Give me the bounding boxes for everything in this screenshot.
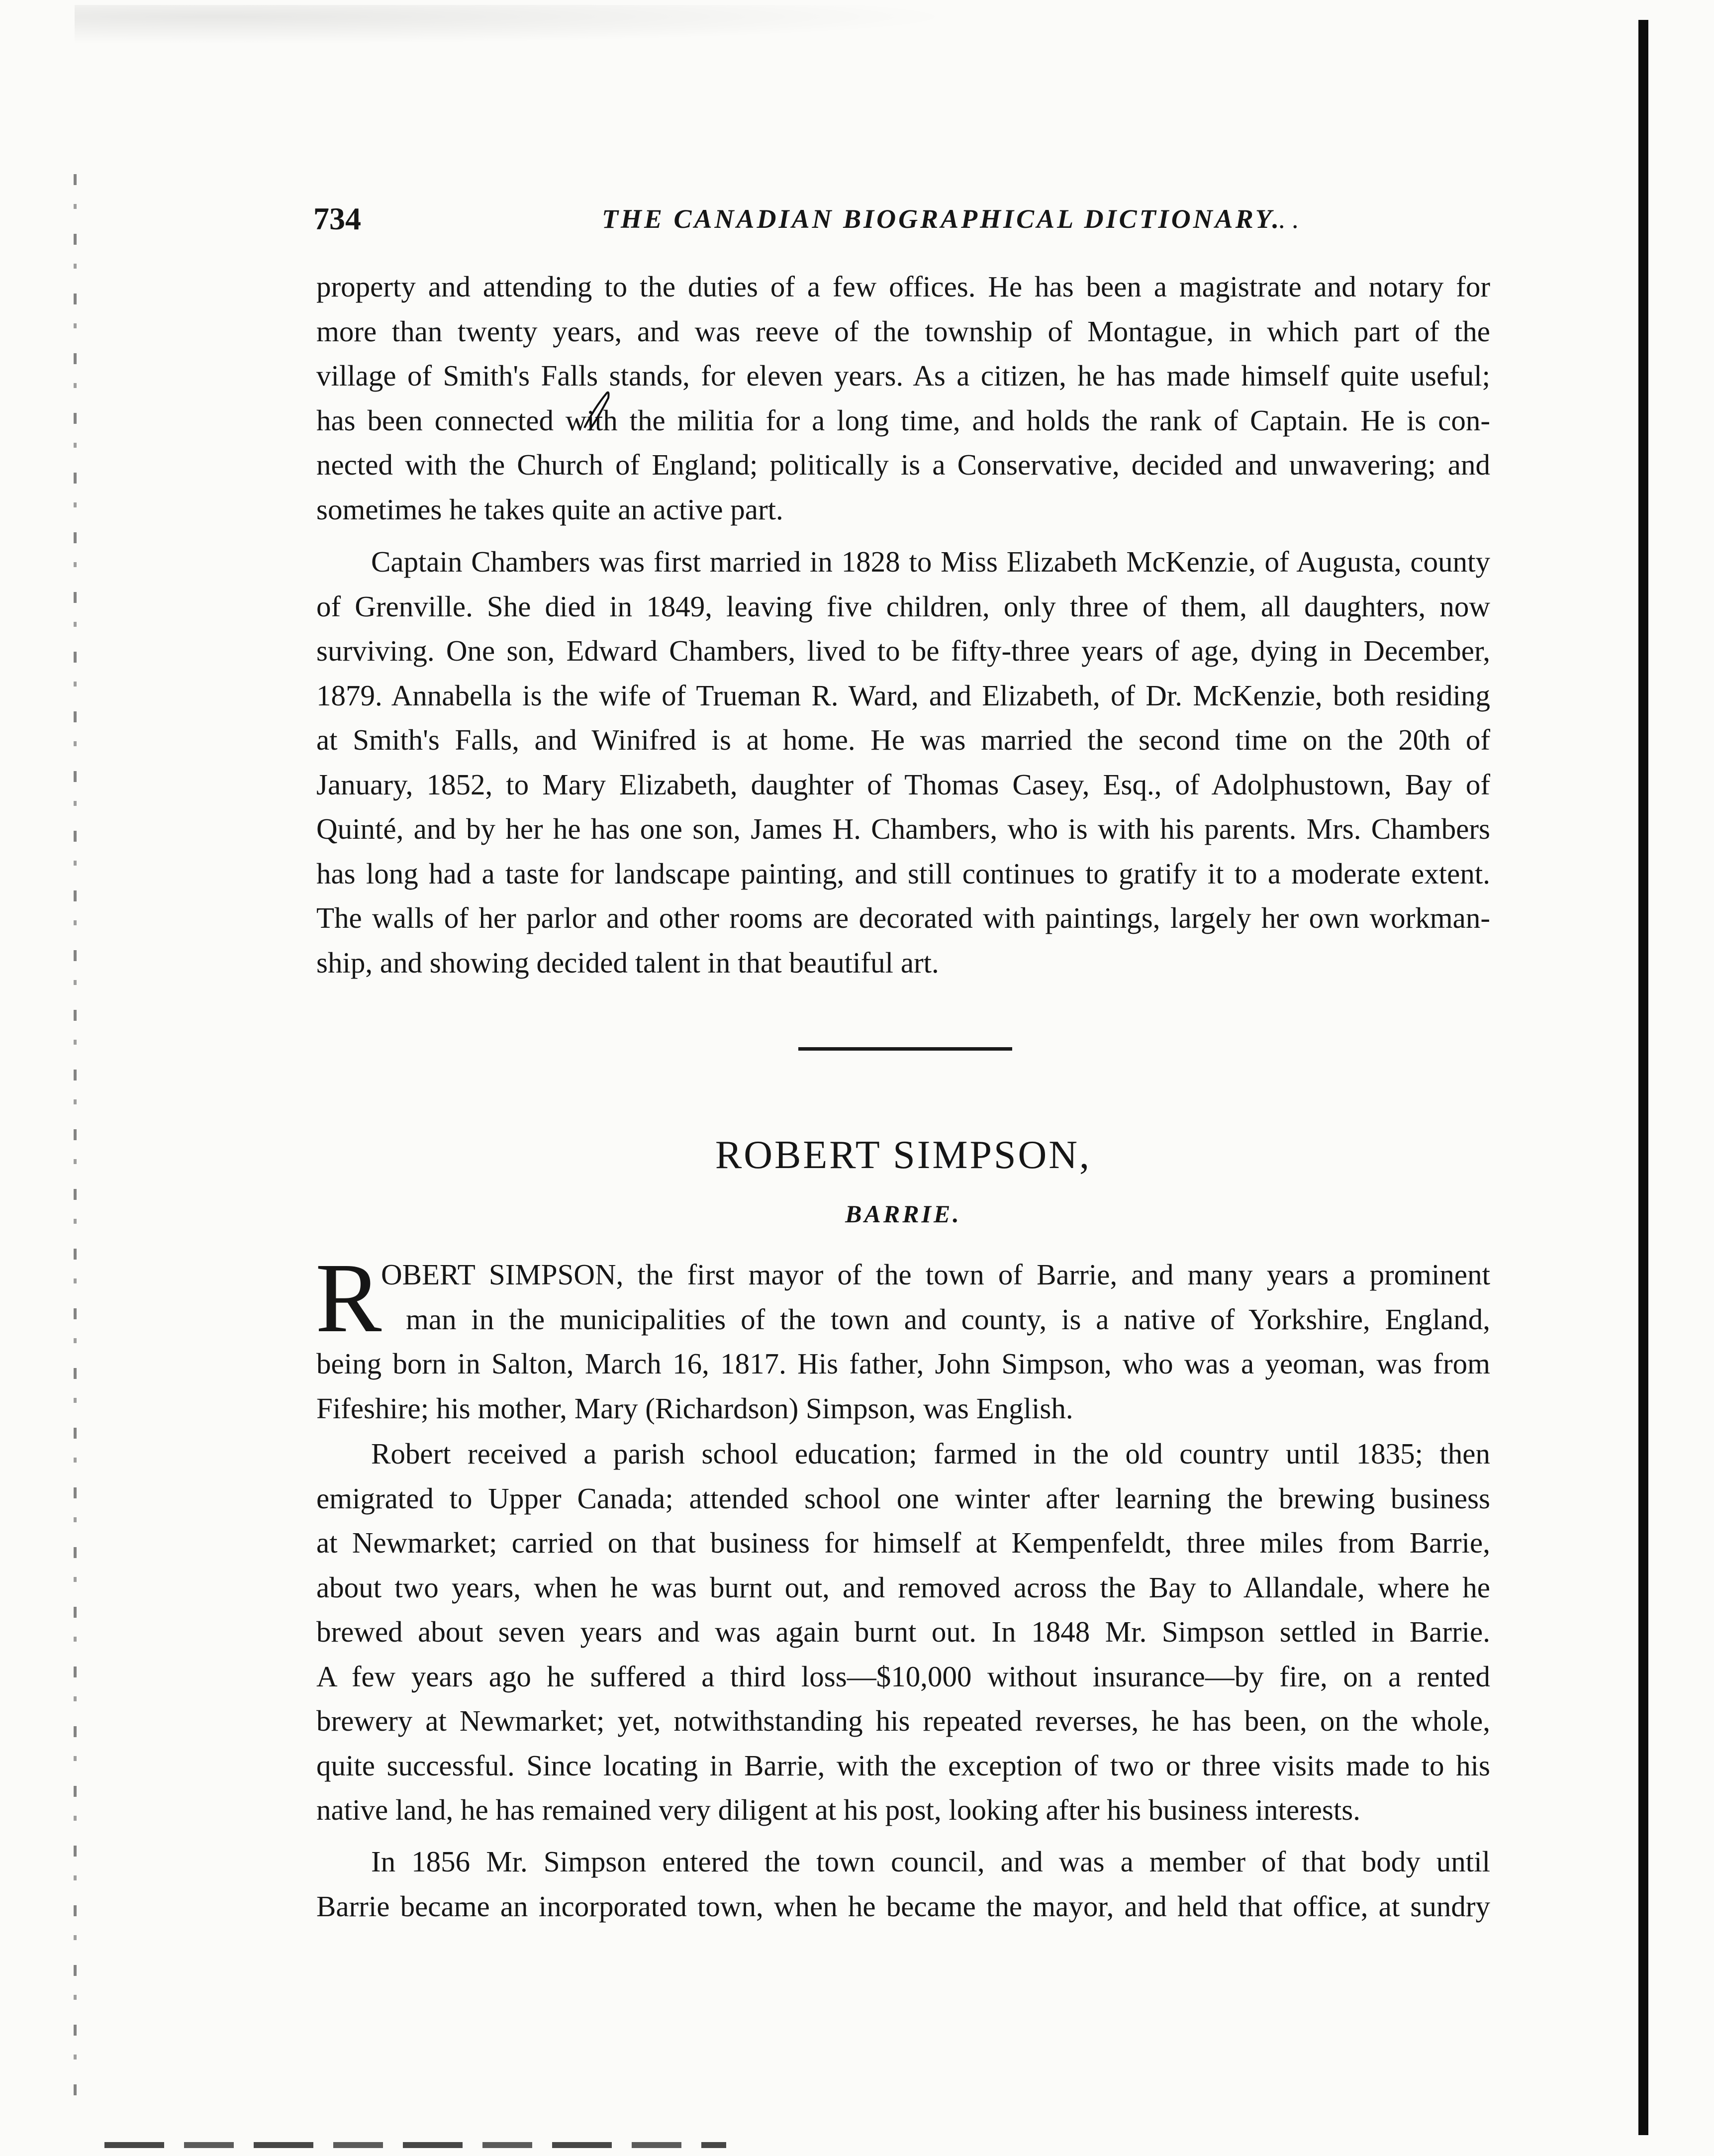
- running-title: THE CANADIAN BIOGRAPHICAL DICTIONARY.: [602, 204, 1282, 234]
- text-line: has long had a taste for landscape painting, and still continues to gratify it to a moderate extent.: [316, 857, 1490, 890]
- paragraph-chambers-family: [316, 540, 1490, 985]
- text-line: ship, and showing decided talent in that beautiful art.: [316, 946, 939, 979]
- scan-bottom-marks: [104, 2142, 726, 2148]
- text-line: quite successful. Since locating in Barrie, with the exception of two or three visits made to his: [316, 1749, 1490, 1782]
- text-line: of Grenville. She died in 1849, leaving five children, only three of them, all daughters, now: [316, 589, 1490, 623]
- text-line: Barrie became an incorporated town, when he became the mayor, and held that office, at sundry: [316, 1889, 1490, 1923]
- paragraph-simpson-council: [316, 1840, 1490, 1929]
- text-line: January, 1852, to Mary Elizabeth, daughter of Thomas Casey, Esq., of Adolphustown, Bay of: [316, 768, 1490, 801]
- text-line: Fifeshire; his mother, Mary (Richardson) Simpson, was English.: [316, 1391, 1073, 1425]
- scan-edge-bar: [1638, 20, 1648, 2135]
- text-line: village of Smith's Falls stands, for eleven years. As a citizen, he has made himself quite useful;: [316, 359, 1490, 392]
- text-line: The walls of her parlor and other rooms are decorated with paintings, largely her own workman-: [316, 901, 1490, 934]
- text-line: OBERT SIMPSON, the first mayor of the town of Barrie, and many years a prominent: [381, 1258, 1490, 1291]
- text-line: Quinté, and by her he has one son, James H. Chambers, who is with his parents. Mrs. Chambers: [316, 812, 1490, 845]
- text-line: at Newmarket; carried on that business for himself at Kempenfeldt, three miles from Barrie,: [316, 1526, 1490, 1559]
- text-line: brewed about seven years and was again burnt out. In 1848 Mr. Simpson settled in Barrie.: [316, 1615, 1490, 1648]
- scan-noise: [75, 5, 1517, 65]
- text-line: man in the municipalities of the town and county, is a native of Yorkshire, England,: [406, 1302, 1490, 1336]
- text-line: at Smith's Falls, and Winifred is at home. He was married the second time on the 20th of: [316, 723, 1490, 756]
- running-head-mark: . .: [1278, 204, 1299, 234]
- text-line: about two years, when he was burnt out, and removed across the Bay to Allandale, where he: [316, 1570, 1490, 1604]
- text-line: A few years ago he suffered a third loss—$10,000 without insurance—by fire, on a rented: [316, 1660, 1490, 1693]
- text-line: emigrated to Upper Canada; attended school one winter after learning the brewing business: [316, 1481, 1490, 1515]
- paragraph-simpson-career: [316, 1432, 1490, 1833]
- section-location: BARRIE.: [845, 1200, 961, 1228]
- text-line: nected with the Church of England; politically is a Conservative, decided and unwavering; and: [316, 448, 1490, 481]
- paragraph-chambers-offices: [316, 265, 1490, 532]
- text-line: has been connected with the militia for a long time, and holds the rank of Captain. He is con-: [316, 403, 1490, 437]
- section-heading: ROBERT SIMPSON,: [715, 1133, 1092, 1177]
- binding-edge-marks: [74, 174, 77, 2114]
- text-line: property and attending to the duties of a few offices. He has been a magistrate and notary for: [316, 270, 1490, 303]
- text-line: Robert received a parish school education; farmed in the old country until 1835; then: [371, 1437, 1490, 1470]
- page-number: 734: [313, 201, 361, 236]
- text-line: native land, he has remained very diligent at his post, looking after his business interests.: [316, 1793, 1360, 1826]
- drop-cap: R: [315, 1243, 382, 1353]
- text-line: being born in Salton, March 16, 1817. His father, John Simpson, who was a yeoman, was from: [316, 1347, 1490, 1380]
- text-line: more than twenty years, and was reeve of the township of Montague, in which part of the: [316, 314, 1490, 348]
- text-line: Captain Chambers was first married in 1828 to Miss Elizabeth McKenzie, of Augusta, county: [371, 545, 1490, 578]
- running-head: [313, 201, 1497, 236]
- text-line: brewery at Newmarket; yet, notwithstanding his repeated reverses, he has been, on the whole,: [316, 1704, 1490, 1737]
- handwritten-mark: [579, 388, 619, 433]
- section-divider: [798, 1047, 1012, 1051]
- text-line: In 1856 Mr. Simpson entered the town council, and was a member of that body until: [371, 1845, 1490, 1878]
- text-line: surviving. One son, Edward Chambers, lived to be fifty-three years of age, dying in December,: [316, 634, 1490, 667]
- text-line: sometimes he takes quite an active part.: [316, 492, 783, 526]
- paragraph-simpson-intro: [315, 1243, 1490, 1431]
- text-line: 1879. Annabella is the wife of Trueman R. Ward, and Elizabeth, of Dr. McKenzie, both residing: [316, 679, 1490, 712]
